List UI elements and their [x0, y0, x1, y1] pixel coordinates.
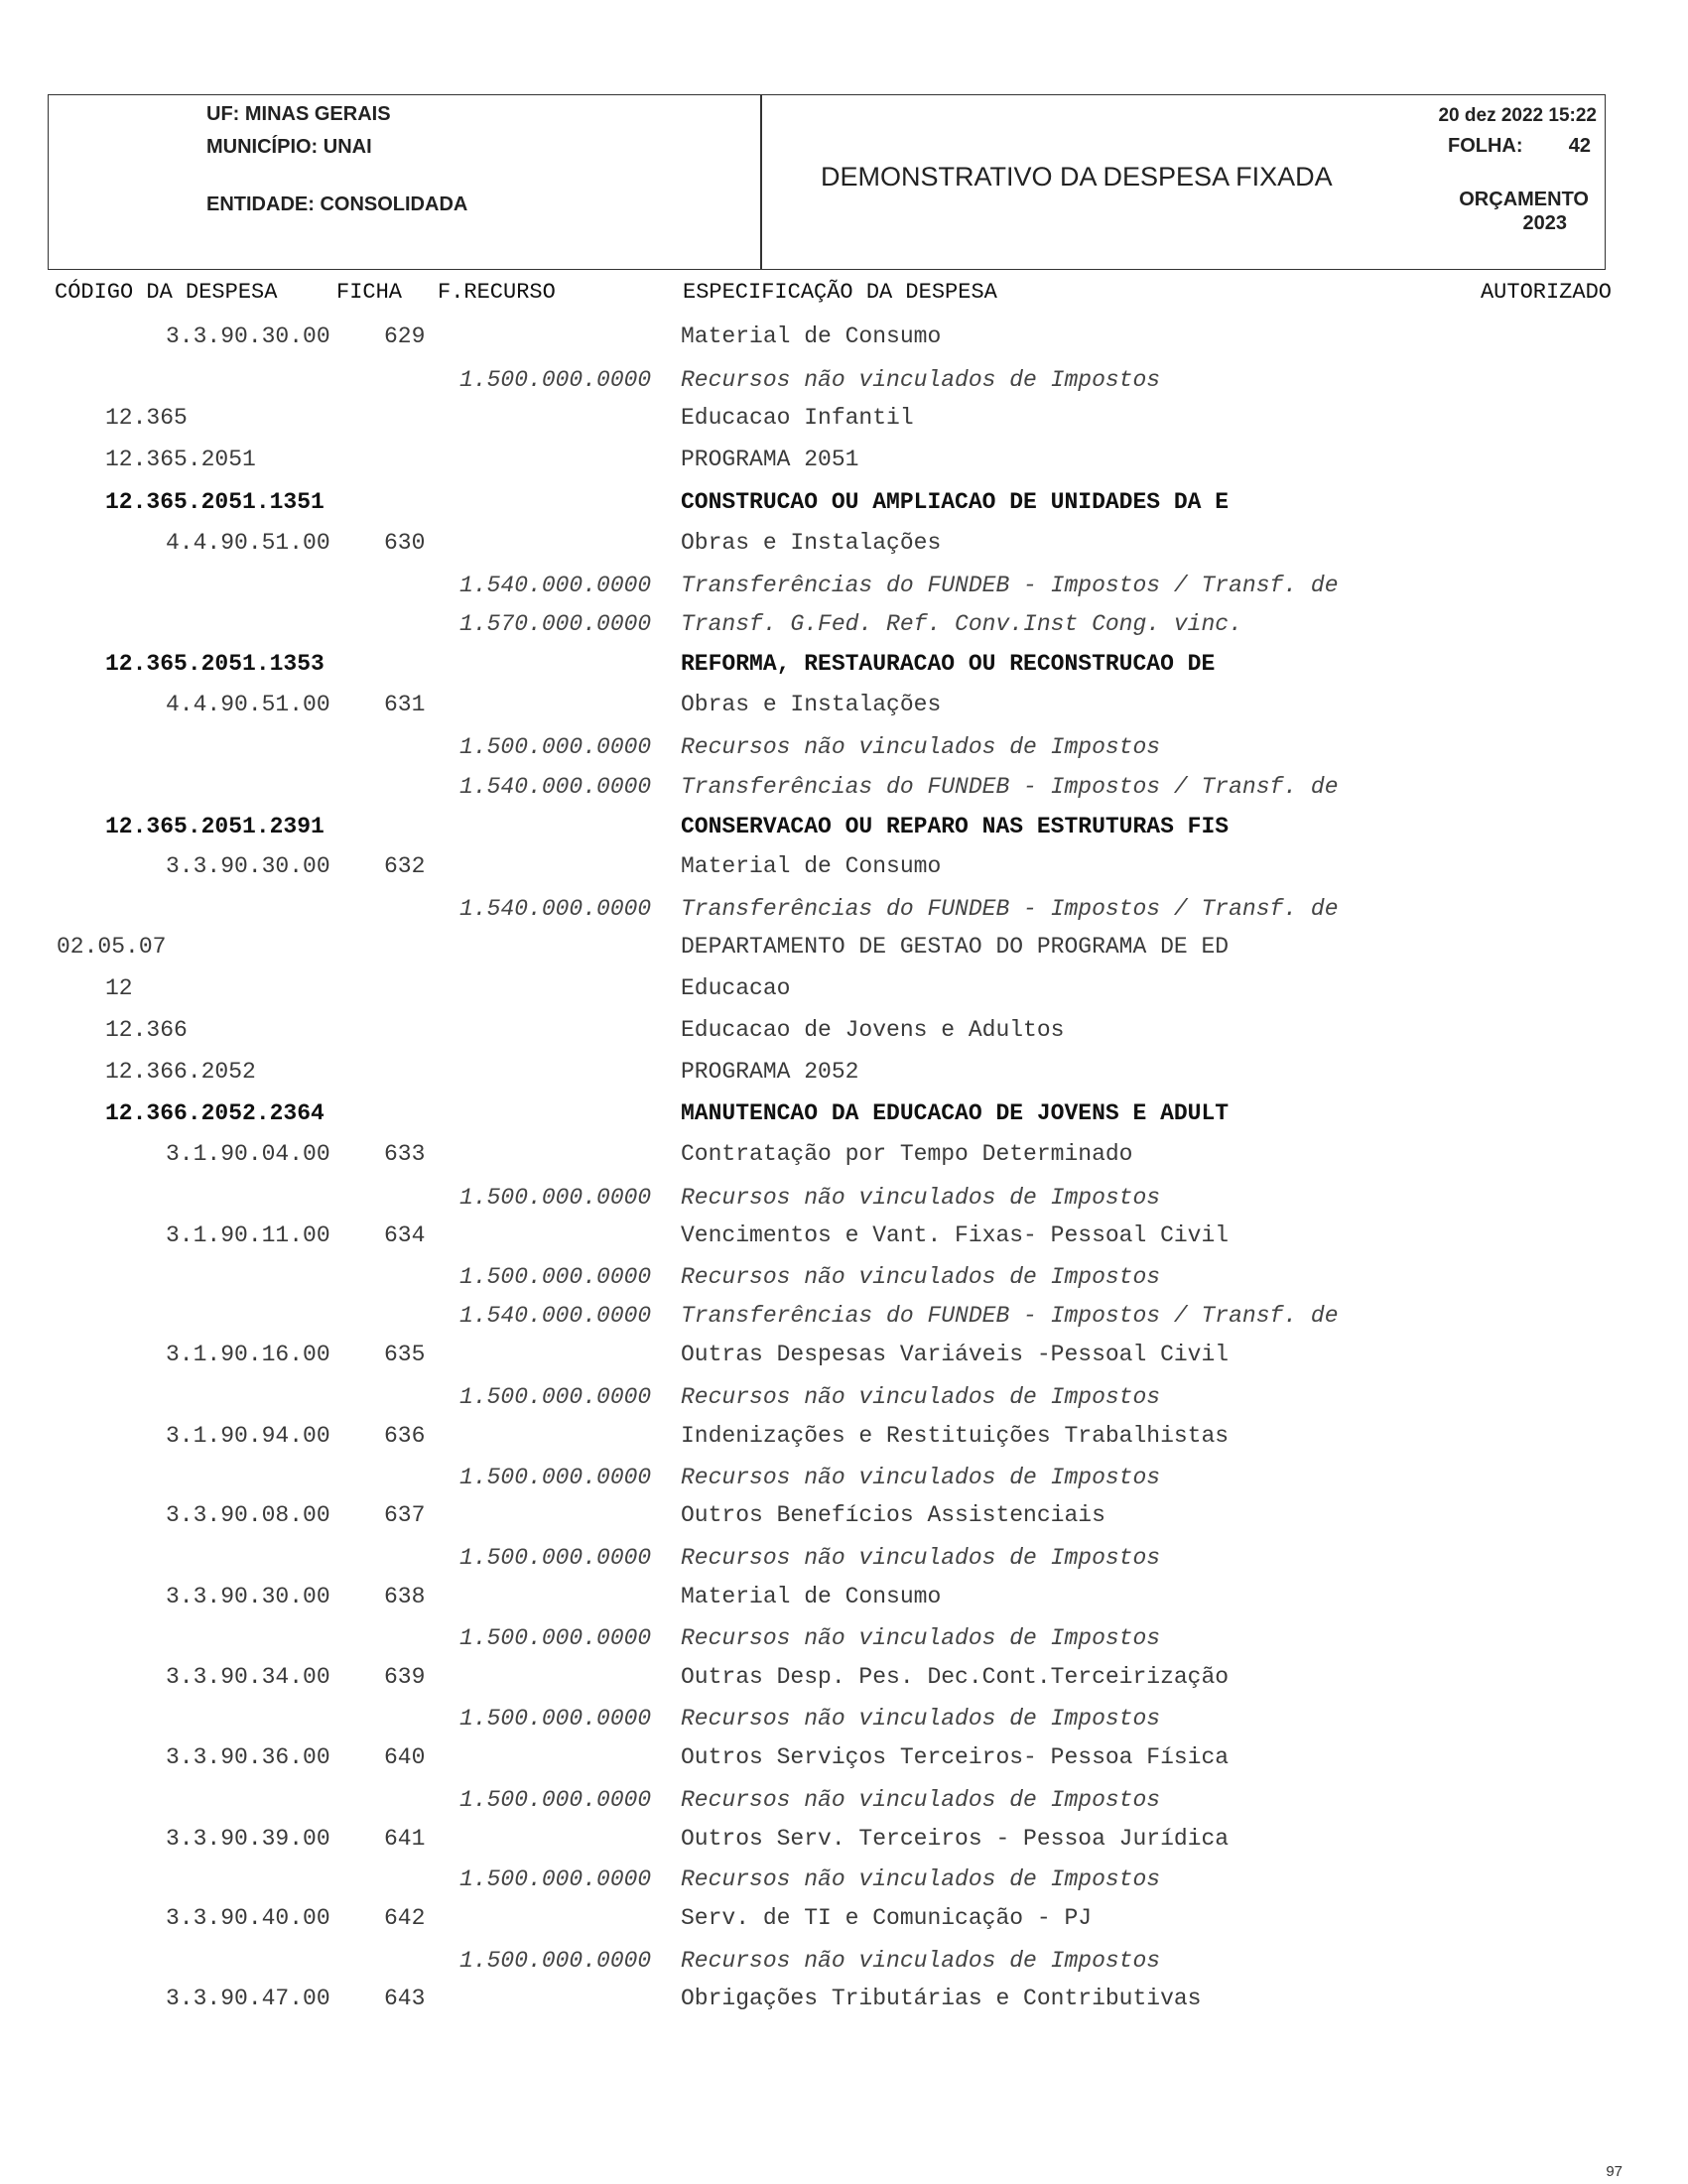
funding-source-code: 1.500.000.0000: [459, 1384, 652, 1410]
expense-description: Vencimentos e Vant. Fixas- Pessoal Civil: [681, 1222, 1230, 1248]
col-autorizado: AUTORIZADO: [1480, 280, 1612, 305]
expense-description: Obras e Instalações: [681, 692, 942, 717]
expense-code: 12.366.2052.2364: [105, 1100, 325, 1126]
expense-description: Outras Despesas Variáveis -Pessoal Civil: [681, 1342, 1230, 1367]
expense-code: 3.3.90.30.00: [166, 323, 330, 349]
expense-description: REFORMA, RESTAURACAO OU RECONSTRUCAO DE: [681, 651, 1216, 677]
expense-description: Recursos não vinculados de Impostos: [681, 1264, 1161, 1290]
expense-description: Recursos não vinculados de Impostos: [681, 734, 1161, 760]
funding-source-code: 1.500.000.0000: [459, 1706, 652, 1732]
expense-description: Recursos não vinculados de Impostos: [681, 1866, 1161, 1892]
col-ficha: FICHA: [336, 280, 403, 305]
expense-description: Indenizações e Restituições Trabalhistas: [681, 1423, 1230, 1449]
expense-description: Outros Benefícios Assistenciais: [681, 1502, 1105, 1528]
folha-value: 42: [1568, 135, 1591, 157]
funding-source-code: 1.500.000.0000: [459, 1948, 652, 1974]
expense-code: 3.3.90.30.00: [166, 1584, 330, 1609]
funding-source-code: 1.540.000.0000: [459, 573, 652, 598]
ficha-number: 631: [384, 692, 426, 717]
expense-description: MANUTENCAO DA EDUCACAO DE JOVENS E ADULT: [681, 1100, 1230, 1126]
col-codigo: CÓDIGO DA DESPESA: [55, 280, 278, 305]
funding-source-code: 1.570.000.0000: [459, 611, 652, 637]
expense-description: Recursos não vinculados de Impostos: [681, 1185, 1161, 1211]
expense-code: 12.365.2051.2391: [105, 814, 325, 839]
expense-description: Serv. de TI e Comunicação - PJ: [681, 1905, 1093, 1931]
ficha-number: 636: [384, 1423, 426, 1449]
ficha-number: 635: [384, 1342, 426, 1367]
funding-source-code: 1.500.000.0000: [459, 1787, 652, 1813]
expense-code: 3.1.90.11.00: [166, 1222, 330, 1248]
expense-description: DEPARTAMENTO DE GESTAO DO PROGRAMA DE ED: [681, 934, 1230, 960]
expense-description: Educacao Infantil: [681, 405, 914, 431]
ficha-number: 641: [384, 1826, 426, 1852]
expense-code: 3.3.90.47.00: [166, 1986, 330, 2011]
col-especificacao: ESPECIFICAÇÃO DA DESPESA: [683, 280, 997, 305]
expense-code: 12.366.2052: [105, 1059, 256, 1085]
expense-description: Obras e Instalações: [681, 530, 942, 556]
expense-description: Material de Consumo: [681, 323, 942, 349]
expense-description: CONSTRUCAO OU AMPLIACAO DE UNIDADES DA E: [681, 489, 1230, 515]
expense-description: Material de Consumo: [681, 1584, 942, 1609]
report-title: DEMONSTRATIVO DA DESPESA FIXADA: [821, 162, 1333, 192]
orcamento-year: 2023: [1522, 212, 1567, 234]
expense-description: Transferências do FUNDEB - Impostos / Transf. de: [681, 1303, 1339, 1329]
expense-description: Recursos não vinculados de Impostos: [681, 367, 1161, 393]
expense-description: Outras Desp. Pes. Dec.Cont.Terceirização: [681, 1664, 1230, 1690]
funding-source-code: 1.500.000.0000: [459, 1866, 652, 1892]
expense-code: 3.3.90.40.00: [166, 1905, 330, 1931]
ficha-number: 629: [384, 323, 426, 349]
expense-description: Recursos não vinculados de Impostos: [681, 1948, 1161, 1974]
ficha-number: 632: [384, 853, 426, 879]
expense-description: Outros Serviços Terceiros- Pessoa Física: [681, 1744, 1230, 1770]
expense-description: Obrigações Tributárias e Contributivas: [681, 1986, 1202, 2011]
expense-code: 4.4.90.51.00: [166, 692, 330, 717]
funding-source-code: 1.540.000.0000: [459, 896, 652, 922]
expense-description: Recursos não vinculados de Impostos: [681, 1545, 1161, 1571]
expense-description: PROGRAMA 2051: [681, 447, 859, 472]
expense-code: 02.05.07: [57, 934, 167, 960]
funding-source-code: 1.500.000.0000: [459, 1185, 652, 1211]
expense-code: 3.3.90.34.00: [166, 1664, 330, 1690]
funding-source-code: 1.500.000.0000: [459, 367, 652, 393]
expense-code: 3.1.90.16.00: [166, 1342, 330, 1367]
funding-source-code: 1.540.000.0000: [459, 1303, 652, 1329]
expense-description: Recursos não vinculados de Impostos: [681, 1706, 1161, 1732]
funding-source-code: 1.500.000.0000: [459, 734, 652, 760]
expense-code: 12: [105, 975, 133, 1001]
uf-label: UF: MINAS GERAIS: [206, 103, 391, 125]
expense-code: 3.3.90.08.00: [166, 1502, 330, 1528]
funding-source-code: 1.500.000.0000: [459, 1625, 652, 1651]
expense-code: 3.3.90.36.00: [166, 1744, 330, 1770]
ficha-number: 630: [384, 530, 426, 556]
report-header: [48, 94, 1606, 270]
page-number: 97: [1606, 2163, 1623, 2180]
ficha-number: 643: [384, 1986, 426, 2011]
expense-description: Educacao de Jovens e Adultos: [681, 1017, 1065, 1043]
expense-description: PROGRAMA 2052: [681, 1059, 859, 1085]
ficha-number: 634: [384, 1222, 426, 1248]
expense-description: Recursos não vinculados de Impostos: [681, 1625, 1161, 1651]
ficha-number: 633: [384, 1141, 426, 1167]
report-datetime: 20 dez 2022 15:22: [1438, 105, 1597, 126]
expense-code: 3.3.90.39.00: [166, 1826, 330, 1852]
expense-code: 12.365: [105, 405, 188, 431]
expense-description: Recursos não vinculados de Impostos: [681, 1384, 1161, 1410]
entidade-label: ENTIDADE: CONSOLIDADA: [206, 193, 468, 215]
expense-description: Contratação por Tempo Determinado: [681, 1141, 1133, 1167]
funding-source-code: 1.540.000.0000: [459, 774, 652, 800]
col-recurso: F.RECURSO: [438, 280, 556, 305]
ficha-number: 639: [384, 1664, 426, 1690]
expense-code: 3.1.90.94.00: [166, 1423, 330, 1449]
municipio-label: MUNICÍPIO: UNAI: [206, 136, 372, 158]
expense-code: 12.365.2051: [105, 447, 256, 472]
orcamento-label: ORÇAMENTO: [1459, 189, 1589, 210]
ficha-number: 638: [384, 1584, 426, 1609]
expense-code: 12.365.2051.1353: [105, 651, 325, 677]
expense-description: Material de Consumo: [681, 853, 942, 879]
expense-description: Transferências do FUNDEB - Impostos / Transf. de: [681, 573, 1339, 598]
folha-label: FOLHA:: [1448, 135, 1523, 157]
expense-description: Recursos não vinculados de Impostos: [681, 1465, 1161, 1490]
ficha-number: 640: [384, 1744, 426, 1770]
ficha-number: 637: [384, 1502, 426, 1528]
expense-description: Transferências do FUNDEB - Impostos / Transf. de: [681, 774, 1339, 800]
expense-code: 12.366: [105, 1017, 188, 1043]
expense-description: Recursos não vinculados de Impostos: [681, 1787, 1161, 1813]
funding-source-code: 1.500.000.0000: [459, 1545, 652, 1571]
expense-code: 4.4.90.51.00: [166, 530, 330, 556]
ficha-number: 642: [384, 1905, 426, 1931]
expense-description: Transf. G.Fed. Ref. Conv.Inst Cong. vinc.: [681, 611, 1242, 637]
funding-source-code: 1.500.000.0000: [459, 1465, 652, 1490]
expense-code: 3.3.90.30.00: [166, 853, 330, 879]
expense-code: 12.365.2051.1351: [105, 489, 325, 515]
expense-description: Educacao: [681, 975, 791, 1001]
expense-description: Transferências do FUNDEB - Impostos / Transf. de: [681, 896, 1339, 922]
funding-source-code: 1.500.000.0000: [459, 1264, 652, 1290]
header-divider: [760, 95, 762, 269]
expense-code: 3.1.90.04.00: [166, 1141, 330, 1167]
expense-description: CONSERVACAO OU REPARO NAS ESTRUTURAS FIS: [681, 814, 1230, 839]
expense-description: Outros Serv. Terceiros - Pessoa Jurídica: [681, 1826, 1230, 1852]
